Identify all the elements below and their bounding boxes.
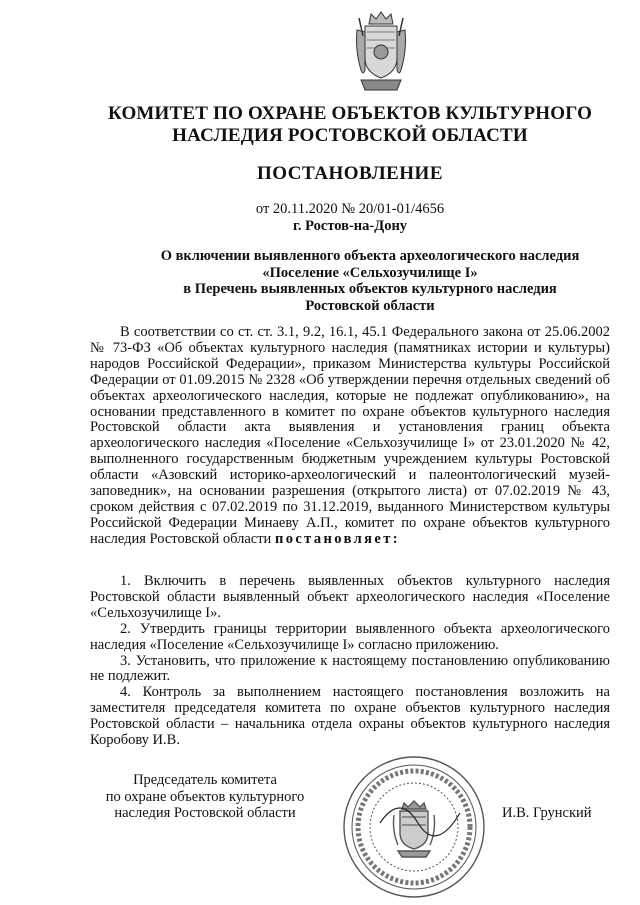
document-date-number: от 20.11.2020 № 20/01-01/4656 <box>255 201 445 217</box>
committee-name <box>60 103 640 147</box>
subject-line-3: в Перечень выявленных объектов культурного наследия <box>183 281 557 297</box>
official-seal-icon <box>340 753 488 901</box>
resolution-item-4: 4. Контроль за выполнением настоящего постановления возложить на заместителя председателя комитета по охране объектов культурного наследия Ростовской области – начальника отдела охраны объектов культурного наследия Коробову И.В. <box>90 684 610 749</box>
preamble <box>90 325 610 548</box>
subject-line-2: «Поселение «Сельхозучилище I» <box>262 264 478 281</box>
subject-line-1: О включении выявленного объекта археологического наследия <box>160 248 580 264</box>
committee-name-line-2: НАСЛЕДИЯ РОСТОВСКОЙ ОБЛАСТИ <box>172 125 528 146</box>
signatory-position-line-1: Председатель комитета <box>133 772 277 788</box>
resolve-word: постановляет: <box>274 530 400 547</box>
document-subject <box>100 248 640 314</box>
subject-line-4: Ростовской области <box>305 297 435 314</box>
resolution-item-3: 3. Установить, что приложение к настоящему постановлению опубликованию не подлежит. <box>90 652 610 685</box>
preamble-text: В соответствии со ст. ст. 3.1, 9.2, 16.1, 45.1 Федерального закона от 25.06.2002 № 73-ФЗ «Об объектах культурного наследия (памятниках истории и культуры) народов Российской Федерации», приказом Министерства культуры Российской Федерации от 01.09.2015 № 2328 «Об утверждении перечня отдельных сведений об объектах археологического наследия, которые не подлежат опубликованию», на основании представленного в комитет по охране объектов культурного наследия Ростовской области акта выявления и установления границ объекта археологического наследия «Поселение «Сельхозучилище I» от 23.01.2020 № 42, выполненного государственным бюджетным учреждением культуры Ростовской области «Азовский историко-археологический и палеонтологический музей-заповедник», на основании разрешения (открытого листа) от 07.02.2019 № 43, сроком действия с 07.02.2019 по 31.12.2019, выданного Министерством культуры Российской Федерации Минаеву А.П., комитет по охране объектов культурного наследия Ростовской области <box>90 324 610 547</box>
document-city: г. Ростов-на-Дону <box>292 218 408 234</box>
resolution-item-1: 1. Включить в перечень выявленных объектов культурного наследия Ростовской области выявленный объект археологического наследия «Поселение «Сельхозучилище I». <box>90 573 610 621</box>
signatory-name: И.В. Грунский <box>502 805 592 821</box>
committee-name-line-1: КОМИТЕТ ПО ОХРАНЕ ОБЪЕКТОВ КУЛЬТУРНОГО <box>107 103 593 124</box>
preamble-paragraph <box>90 325 610 548</box>
document-type: ПОСТАНОВЛЕНИЕ <box>256 163 444 184</box>
coat-of-arms-icon <box>353 10 409 94</box>
resolution-item-2: 2. Утвердить границы территории выявленного объекта археологического наследия «Поселение «Сельхозучилище I» согласно приложению. <box>90 620 610 653</box>
signatory-position-line-2: по охране объектов культурного <box>105 788 305 805</box>
signatory-position <box>90 772 320 822</box>
resolution-items <box>90 574 610 749</box>
signatory-position-line-3: наследия Ростовской области <box>114 805 296 821</box>
